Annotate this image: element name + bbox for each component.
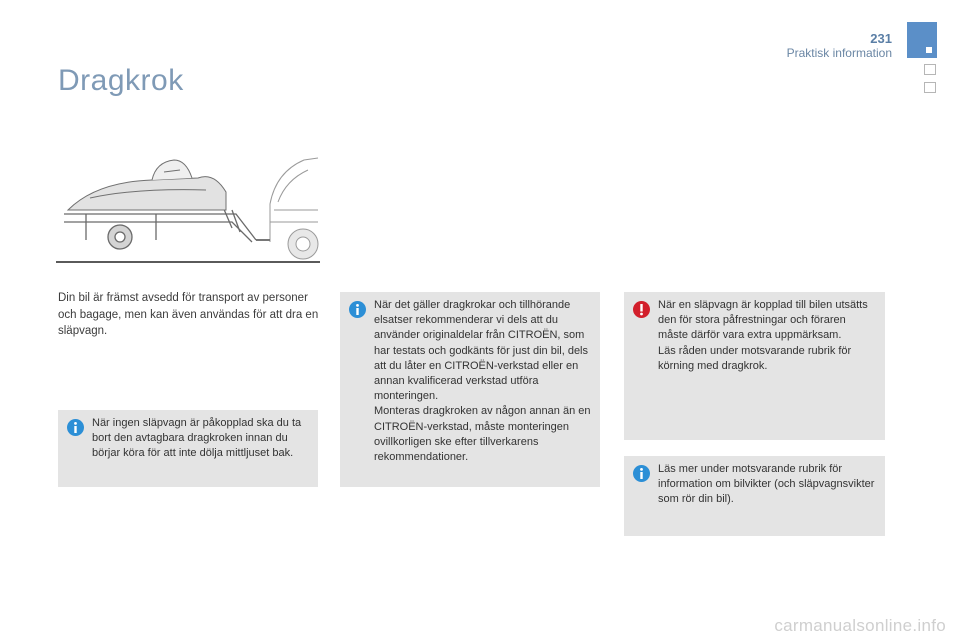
page-number: 231	[870, 31, 892, 46]
info-note	[58, 410, 318, 487]
note-text: Läs mer under motsvarande rubrik för information om bilvikter (och släpvagnsvikter som rör din bil).	[658, 463, 875, 506]
chapter-tab-inactive	[924, 64, 936, 75]
info-note	[624, 456, 885, 536]
info-icon	[633, 465, 650, 482]
trailer-jetski-illustration	[56, 152, 320, 270]
info-icon	[349, 301, 366, 318]
note-text: När det gäller dragkrokar och tillhörande elsatser rekommenderar vi dels att du använder originaldelar från CITROËN, som har testats och godkänts för just din bil, dels att du låter en CITROËN-verkstad eller en annan kvalificerad verkstad utföra monteringen. Monteras dragkroken av någon annan än en CITROËN-verkstad, måste monteringen ovillkorligen ske efter tillverkarens rekommendationer.	[374, 299, 591, 464]
footer-watermark: carmanualsonline.info	[774, 616, 946, 635]
warning-note	[624, 292, 885, 440]
note-text: När ingen släpvagn är påkopplad ska du ta bort den avtagbara dragkroken innan du börjar köra för att inte dölja mittljuset bak.	[92, 417, 302, 460]
warning-icon	[633, 301, 650, 318]
section-label: Praktisk information	[786, 46, 892, 60]
chapter-tab-active	[907, 22, 937, 58]
info-icon	[67, 419, 84, 436]
note-text: När en släpvagn är kopplad till bilen utsätts den för stora påfrestningar och föraren måste därför vara extra uppmärksam. Läs råden under motsvarande rubrik för körning med dragkrok.	[658, 299, 868, 372]
chapter-tab-inactive	[924, 82, 936, 93]
page-title: Dragkrok	[58, 64, 184, 97]
info-note	[340, 292, 600, 487]
intro-text: Din bil är främst avsedd för transport av personer och bagage, men kan även användas för att dra en släpvagn.	[58, 292, 319, 337]
chapter-tab-marker	[926, 47, 932, 53]
